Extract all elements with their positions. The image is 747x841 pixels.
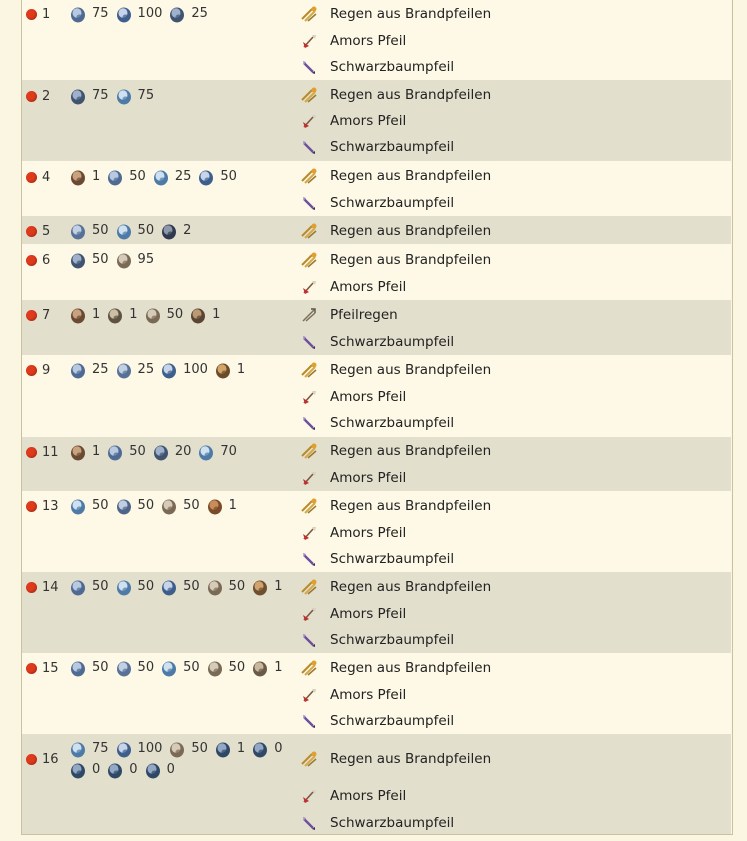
unit-count: 95 — [137, 252, 155, 267]
stage-marker — [26, 751, 59, 767]
unit-entry — [69, 658, 109, 677]
unit-entry — [69, 221, 109, 240]
unit-list — [69, 658, 294, 677]
unit-entry — [69, 760, 100, 779]
unit-entry — [69, 250, 109, 269]
unit-count: 20 — [174, 444, 192, 459]
stage-number: 9 — [42, 362, 51, 378]
goat-boss-icon — [251, 578, 269, 596]
stage-row — [22, 216, 731, 244]
boss-icon — [69, 306, 87, 324]
stage-row — [22, 572, 731, 653]
unit-count: 1 — [236, 362, 246, 377]
unit-count: 50 — [220, 169, 237, 184]
reward-label: Regen aus Brandpfeilen — [330, 362, 492, 378]
fire-arrow-rain-icon — [300, 750, 318, 768]
wolf-icon — [69, 740, 87, 758]
unit-entry — [197, 167, 237, 186]
knight-icon — [106, 443, 124, 461]
stage-number: 4 — [42, 169, 51, 185]
shield-icon — [168, 5, 186, 23]
reward-item — [300, 578, 491, 596]
unit-entry — [206, 658, 246, 677]
reward-item — [300, 278, 406, 296]
helmet-icon — [206, 659, 224, 677]
stage-number: 5 — [42, 223, 51, 239]
fire-arrow-rain-icon — [300, 86, 318, 104]
helmet-icon — [115, 251, 133, 269]
unit-entry — [69, 739, 109, 758]
unit-count: 50 — [137, 498, 155, 513]
beast-icon — [115, 497, 133, 515]
stage-marker — [26, 169, 50, 185]
stage-row — [22, 80, 731, 161]
unit-count: 1 — [92, 444, 101, 459]
stage-marker — [26, 223, 50, 239]
unit-entry — [168, 739, 208, 758]
reward-label: Schwarzbaumpfeil — [330, 551, 455, 567]
stage-marker — [26, 660, 59, 676]
unit-entry — [115, 86, 155, 105]
unit-count: 50 — [191, 741, 208, 756]
unit-entry — [168, 4, 208, 23]
unit-entry — [144, 305, 184, 324]
unit-entry — [69, 4, 109, 23]
fire-arrow-rain-icon — [300, 497, 318, 515]
unit-count: 25 — [191, 6, 208, 21]
unit-list — [69, 305, 294, 324]
stage-row — [22, 0, 731, 80]
stage-marker — [26, 579, 59, 595]
unit-count: 75 — [92, 88, 109, 103]
reward-label: Regen aus Brandpfeilen — [330, 498, 492, 514]
shield-icon — [69, 251, 87, 269]
stage-number: 7 — [42, 307, 51, 323]
unit-count: 25 — [92, 362, 109, 377]
stage-marker — [26, 498, 59, 514]
stage-row — [22, 300, 731, 355]
unit-list — [69, 442, 294, 461]
lion-icon — [214, 361, 232, 379]
unit-entry — [106, 305, 137, 324]
unit-count: 25 — [174, 169, 192, 184]
unit-count: 25 — [137, 362, 155, 377]
stage-dot-icon — [26, 172, 37, 183]
unit-count: 70 — [220, 444, 237, 459]
reward-item — [300, 306, 398, 324]
reward-label: Schwarzbaumpfeil — [330, 139, 455, 155]
knight-icon — [69, 659, 87, 677]
unit-count: 75 — [137, 88, 155, 103]
unit-entry — [160, 658, 200, 677]
reward-item — [300, 112, 406, 130]
reward-label: Regen aus Brandpfeilen — [330, 168, 492, 184]
unit-entry — [115, 496, 155, 515]
unit-entry — [189, 305, 220, 324]
unit-entry — [214, 360, 245, 379]
stage-marker — [26, 307, 50, 323]
stage-number: 2 — [42, 88, 51, 104]
amor-arrow-icon — [300, 524, 318, 542]
reward-label: Regen aus Brandpfeilen — [330, 87, 492, 103]
reward-label: Amors Pfeil — [330, 606, 407, 622]
stage-dot-icon — [26, 365, 37, 376]
fire-arrow-rain-icon — [300, 578, 318, 596]
amor-arrow-icon — [300, 787, 318, 805]
stage-row — [22, 355, 731, 437]
reward-item — [300, 469, 406, 487]
bear-boss-icon — [189, 306, 207, 324]
amor-arrow-icon — [300, 605, 318, 623]
unit-count: 50 — [92, 223, 109, 238]
cat-icon — [69, 761, 87, 779]
unit-entry — [251, 658, 282, 677]
reward-label: Regen aus Brandpfeilen — [330, 660, 492, 676]
unit-entry — [69, 305, 100, 324]
blacktree-arrow-icon — [300, 631, 318, 649]
shield-icon — [69, 87, 87, 105]
unit-entry — [69, 360, 109, 379]
stage-row — [22, 437, 731, 491]
unit-list — [69, 360, 294, 379]
cat-icon — [251, 740, 269, 758]
stage-dot-icon — [26, 501, 37, 512]
reward-item — [300, 138, 454, 156]
unit-list — [69, 167, 294, 186]
blacktree-arrow-icon — [300, 814, 318, 832]
reward-label: Amors Pfeil — [330, 33, 407, 49]
wolf-icon — [152, 168, 170, 186]
reward-label: Amors Pfeil — [330, 389, 407, 405]
reward-label: Regen aus Brandpfeilen — [330, 6, 492, 22]
reward-item — [300, 442, 491, 460]
arrow-rain-icon — [300, 306, 318, 324]
reward-item — [300, 32, 406, 50]
stage-dot-icon — [26, 663, 37, 674]
fire-arrow-rain-icon — [300, 251, 318, 269]
unit-entry — [69, 167, 100, 186]
reward-item — [300, 659, 491, 677]
unit-entry — [69, 86, 109, 105]
amor-arrow-icon — [300, 112, 318, 130]
unit-entry — [206, 577, 246, 596]
reward-label: Schwarzbaumpfeil — [330, 334, 455, 350]
wolf-icon — [115, 87, 133, 105]
unit-count: 0 — [274, 741, 283, 756]
unit-entry — [251, 577, 282, 596]
spearman-icon — [115, 740, 133, 758]
unit-count: 50 — [92, 579, 109, 594]
fire-arrow-rain-icon — [300, 659, 318, 677]
unit-entry — [69, 442, 100, 461]
reward-item — [300, 414, 454, 432]
stage-number: 6 — [42, 252, 51, 268]
reward-label: Regen aus Brandpfeilen — [330, 252, 492, 268]
helmet-icon — [206, 578, 224, 596]
unit-entry — [115, 4, 163, 23]
reward-item — [300, 388, 406, 406]
stage-dot-icon — [26, 9, 37, 20]
unit-count: 50 — [183, 660, 200, 675]
stage-dot-icon — [26, 582, 37, 593]
fire-arrow-rain-icon — [300, 361, 318, 379]
amor-arrow-icon — [300, 388, 318, 406]
unit-list — [69, 577, 294, 596]
reward-item — [300, 251, 491, 269]
snail-boss-icon — [251, 659, 269, 677]
unit-entry — [115, 250, 155, 269]
reward-label: Schwarzbaumpfeil — [330, 59, 455, 75]
amor-arrow-icon — [300, 469, 318, 487]
reward-label: Regen aus Brandpfeilen — [330, 443, 492, 459]
unit-entry — [115, 739, 163, 758]
unit-count: 50 — [92, 498, 109, 513]
unit-entry — [152, 442, 192, 461]
unit-count: 1 — [274, 579, 283, 594]
blacktree-arrow-icon — [300, 414, 318, 432]
unit-list — [69, 221, 294, 240]
unit-list — [69, 496, 294, 515]
reward-label: Schwarzbaumpfeil — [330, 195, 455, 211]
reward-label: Schwarzbaumpfeil — [330, 815, 455, 831]
reward-item — [300, 333, 454, 351]
helmet-icon — [168, 740, 186, 758]
unit-entry — [106, 760, 137, 779]
blacktree-arrow-icon — [300, 333, 318, 351]
unit-entry — [197, 442, 237, 461]
unit-count: 75 — [92, 6, 109, 21]
reward-label: Regen aus Brandpfeilen — [330, 579, 492, 595]
unit-entry — [106, 442, 146, 461]
unit-entry — [69, 577, 109, 596]
unit-entry — [251, 739, 282, 758]
wolf-icon — [115, 578, 133, 596]
reward-label: Amors Pfeil — [330, 687, 407, 703]
rabbit-icon — [106, 306, 124, 324]
reward-label: Amors Pfeil — [330, 788, 407, 804]
unit-list — [69, 739, 294, 779]
unit-count: 0 — [166, 762, 175, 777]
blacktree-arrow-icon — [300, 58, 318, 76]
reward-item — [300, 58, 454, 76]
knight-icon — [69, 578, 87, 596]
unit-count: 1 — [129, 307, 138, 322]
stage-row — [22, 161, 731, 216]
stage-row — [22, 653, 731, 734]
unit-count: 50 — [228, 579, 246, 594]
unit-entry — [160, 577, 200, 596]
wolf-icon — [69, 497, 87, 515]
cat-icon — [214, 740, 232, 758]
reward-label: Amors Pfeil — [330, 470, 407, 486]
reward-item — [300, 787, 406, 805]
fire-arrow-rain-icon — [300, 442, 318, 460]
unit-entry — [214, 739, 245, 758]
unit-count: 50 — [129, 169, 146, 184]
stage-number: 13 — [42, 498, 59, 514]
unit-entry — [144, 760, 175, 779]
unit-count: 50 — [137, 223, 155, 238]
reward-item — [300, 550, 454, 568]
stage-marker — [26, 444, 59, 460]
unit-entry — [206, 496, 237, 515]
reward-item — [300, 631, 454, 649]
stage-marker — [26, 362, 50, 378]
stage-number: 15 — [42, 660, 59, 676]
wild-icon — [69, 222, 87, 240]
knight-icon — [69, 5, 87, 23]
stage-dot-icon — [26, 310, 37, 321]
stage-dot-icon — [26, 255, 37, 266]
fire-arrow-rain-icon — [300, 5, 318, 23]
spearman-icon — [160, 578, 178, 596]
reward-label: Regen aus Brandpfeilen — [330, 223, 492, 239]
stage-number: 16 — [42, 751, 59, 767]
shield-icon — [152, 443, 170, 461]
reward-item — [300, 497, 491, 515]
knight-icon — [69, 361, 87, 379]
amor-arrow-icon — [300, 278, 318, 296]
amor-arrow-icon — [300, 686, 318, 704]
reward-item — [300, 194, 454, 212]
unit-count: 50 — [92, 252, 109, 267]
unit-entry — [106, 167, 146, 186]
left-margin — [0, 0, 19, 841]
unit-count: 50 — [137, 660, 155, 675]
reward-label: Schwarzbaumpfeil — [330, 713, 455, 729]
wolf-icon — [197, 443, 215, 461]
unit-count: 50 — [183, 498, 200, 513]
unit-entry — [160, 221, 191, 240]
boss-icon — [69, 443, 87, 461]
stage-dot-icon — [26, 91, 37, 102]
unit-count: 50 — [228, 660, 246, 675]
reward-item — [300, 524, 406, 542]
unit-count: 1 — [92, 169, 101, 184]
unit-count: 1 — [236, 741, 246, 756]
unit-count: 50 — [129, 444, 146, 459]
reward-item — [300, 361, 491, 379]
unit-list — [69, 4, 294, 23]
unit-list — [69, 86, 294, 105]
stage-dot-icon — [26, 754, 37, 765]
blacktree-arrow-icon — [300, 550, 318, 568]
stage-row — [22, 244, 731, 300]
reward-label: Pfeilregen — [330, 307, 398, 323]
unit-count: 50 — [137, 579, 155, 594]
unit-count: 1 — [274, 660, 283, 675]
unit-entry — [115, 658, 155, 677]
unit-entry — [69, 496, 109, 515]
cat-icon — [144, 761, 162, 779]
stage-marker — [26, 6, 50, 22]
unit-entry — [160, 496, 200, 515]
reward-item — [300, 814, 454, 832]
fire-arrow-rain-icon — [300, 222, 318, 240]
reward-label: Amors Pfeil — [330, 279, 407, 295]
unit-entry — [115, 221, 155, 240]
unit-entry — [115, 360, 155, 379]
reward-item — [300, 86, 491, 104]
cat-icon — [106, 761, 124, 779]
deer-icon — [206, 497, 224, 515]
reward-label: Amors Pfeil — [330, 113, 407, 129]
spearman-icon — [160, 361, 178, 379]
stage-marker — [26, 252, 50, 268]
stage-number: 1 — [42, 6, 51, 22]
stage-number: 11 — [42, 444, 59, 460]
unit-count: 2 — [183, 223, 192, 238]
reward-label: Amors Pfeil — [330, 525, 407, 541]
stage-marker — [26, 88, 50, 104]
amor-arrow-icon — [300, 32, 318, 50]
helmet-icon — [144, 306, 162, 324]
blacktree-arrow-icon — [300, 138, 318, 156]
wolf-icon — [115, 222, 133, 240]
reward-item — [300, 5, 491, 23]
wolf-icon — [160, 659, 178, 677]
unit-count: 1 — [212, 307, 221, 322]
unit-count: 100 — [137, 6, 163, 21]
unit-entry — [160, 360, 208, 379]
reward-item — [300, 605, 406, 623]
unit-count: 1 — [92, 307, 101, 322]
unit-list — [69, 250, 294, 269]
blacktree-arrow-icon — [300, 712, 318, 730]
unit-count: 100 — [137, 741, 163, 756]
reward-label: Regen aus Brandpfeilen — [330, 751, 492, 767]
stage-number: 14 — [42, 579, 59, 595]
reward-item — [300, 222, 491, 240]
stage-row — [22, 491, 731, 572]
reward-item — [300, 686, 406, 704]
unit-count: 50 — [183, 579, 200, 594]
unit-entry — [152, 167, 192, 186]
blacktree-arrow-icon — [300, 194, 318, 212]
stage-dot-icon — [26, 447, 37, 458]
reward-item — [300, 712, 454, 730]
reward-label: Schwarzbaumpfeil — [330, 415, 455, 431]
spearman-icon — [197, 168, 215, 186]
helmet-icon — [160, 497, 178, 515]
stage-row — [22, 734, 731, 834]
wild-icon — [115, 361, 133, 379]
unit-count: 50 — [92, 660, 109, 675]
unit-count: 1 — [228, 498, 237, 513]
unit-count: 50 — [166, 307, 184, 322]
unit-count: 0 — [129, 762, 138, 777]
fire-arrow-rain-icon — [300, 167, 318, 185]
boss-icon — [69, 168, 87, 186]
unit-entry — [115, 577, 155, 596]
reward-item — [300, 750, 491, 768]
dark-knight-icon — [160, 222, 178, 240]
stage-dot-icon — [26, 226, 37, 237]
unit-count: 0 — [92, 762, 101, 777]
wild-icon — [115, 659, 133, 677]
spearman-icon — [115, 5, 133, 23]
knight-icon — [106, 168, 124, 186]
reward-label: Schwarzbaumpfeil — [330, 632, 455, 648]
unit-count: 75 — [92, 741, 109, 756]
reward-item — [300, 167, 491, 185]
unit-count: 100 — [183, 362, 208, 377]
